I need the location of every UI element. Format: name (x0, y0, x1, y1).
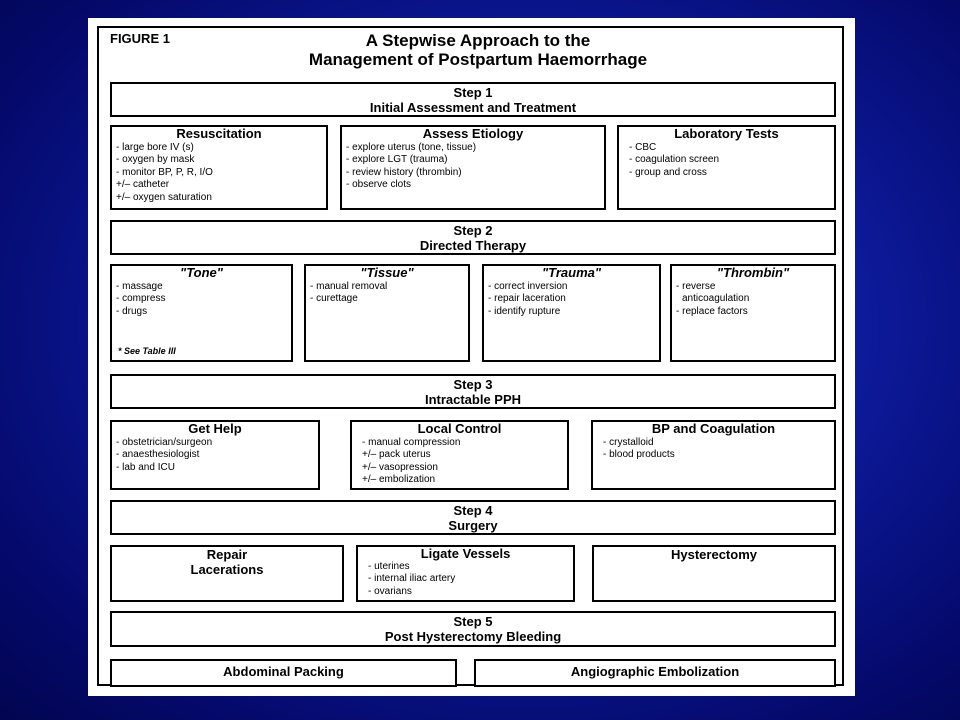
list-item: +/– pack uterus (362, 449, 431, 461)
step-5-title: Post Hysterectomy Bleeding (384, 629, 562, 644)
list-item: - correct inversion (488, 281, 568, 292)
step-4-title: Surgery (448, 518, 498, 533)
see-table-note: * See Table III (118, 346, 176, 356)
ligate-vessels-box (356, 545, 575, 602)
list-item: - explore LGT (trauma) (346, 154, 448, 166)
repair-lacerations-line-1: Repair (206, 547, 248, 562)
list-item: - large bore IV (s) (116, 142, 194, 153)
resuscitation-heading: Resuscitation (176, 126, 262, 141)
tissue-heading: "Tissue" (360, 265, 414, 280)
assess-etiology-box (340, 125, 606, 210)
resuscitation-list (112, 142, 326, 204)
local-control-box (350, 420, 569, 490)
list-item: - oxygen by mask (116, 154, 195, 166)
list-item: - lab and ICU (116, 461, 175, 473)
step-1-box (110, 82, 836, 117)
list-item: +/– catheter (116, 179, 170, 191)
hysterectomy-box (592, 545, 836, 602)
list-item: - identify rupture (488, 305, 561, 317)
resuscitation-box (110, 125, 328, 210)
list-item: +/– vasopression (362, 461, 438, 473)
local-control-list (352, 437, 567, 487)
bp-coagulation-heading: BP and Coagulation (651, 421, 776, 436)
step-1-label: Step 1 (453, 85, 493, 100)
step-2-box (110, 220, 836, 255)
assess-etiology-heading: Assess Etiology (422, 126, 524, 141)
laboratory-tests-list (619, 142, 834, 179)
step-4-box (110, 500, 836, 535)
title-line-1: A Stepwise Approach to the (365, 31, 591, 50)
list-item: - ovarians (368, 585, 412, 597)
list-item: - review history (thrombin) (346, 166, 462, 178)
list-item: - curettage (310, 293, 358, 305)
laboratory-tests-heading: Laboratory Tests (674, 126, 779, 141)
list-item: anticoagulation (682, 293, 750, 305)
step-3-title: Intractable PPH (424, 392, 522, 407)
tone-list (112, 281, 291, 318)
list-item: - massage (116, 281, 163, 292)
get-help-list (112, 437, 318, 474)
ligate-vessels-list (358, 561, 573, 598)
list-item: - explore uterus (tone, tissue) (346, 142, 477, 153)
figure-panel (88, 18, 855, 696)
figure-title (148, 31, 808, 69)
repair-lacerations-line-2: Lacerations (190, 562, 264, 577)
abdominal-packing-heading: Abdominal Packing (223, 664, 344, 679)
list-item: - reverse (676, 281, 716, 292)
list-item: - group and cross (629, 166, 707, 178)
step-3-label: Step 3 (453, 377, 493, 392)
trauma-box (482, 264, 661, 362)
assess-etiology-list (342, 142, 604, 192)
step-5-box (110, 611, 836, 647)
list-item: - monitor BP, P, R, I/O (116, 166, 213, 178)
list-item: - crystalloid (603, 437, 654, 448)
trauma-heading: "Trauma" (541, 265, 602, 280)
angiographic-embolization-heading: Angiographic Embolization (570, 664, 740, 679)
list-item: - uterines (368, 561, 410, 572)
list-item: - anaesthesiologist (116, 449, 200, 461)
local-control-heading: Local Control (417, 421, 502, 436)
thrombin-heading: "Thrombin" (716, 265, 790, 280)
step-2-title: Directed Therapy (419, 238, 527, 253)
repair-lacerations-box (110, 545, 344, 602)
get-help-box (110, 420, 320, 490)
list-item: - repair laceration (488, 293, 566, 305)
list-item: - coagulation screen (629, 154, 720, 166)
bp-coagulation-box (591, 420, 836, 490)
list-item: - drugs (116, 305, 148, 317)
step-2-label: Step 2 (453, 223, 493, 238)
list-item: - blood products (603, 449, 675, 461)
hysterectomy-heading: Hysterectomy (671, 547, 757, 562)
list-item: - compress (116, 293, 166, 305)
ligate-vessels-heading: Ligate Vessels (420, 546, 511, 561)
list-item: - internal iliac artery (368, 573, 456, 585)
list-item: - observe clots (346, 179, 412, 191)
step-5-label: Step 5 (453, 614, 493, 629)
step-3-box (110, 374, 836, 409)
list-item: - manual compression (362, 437, 461, 448)
list-item: - manual removal (310, 281, 388, 292)
trauma-list (484, 281, 659, 318)
title-line-2: Management of Postpartum Haemorrhage (308, 50, 648, 69)
abdominal-packing-box (110, 659, 457, 687)
figure-label: FIGURE 1 (110, 31, 170, 46)
get-help-heading: Get Help (188, 421, 242, 436)
step-4-label: Step 4 (453, 503, 493, 518)
list-item: - obstetrician/surgeon (116, 437, 213, 448)
tissue-list (306, 281, 468, 306)
step-1-title: Initial Assessment and Treatment (369, 100, 577, 115)
laboratory-tests-box (617, 125, 836, 210)
bp-coagulation-list (593, 437, 834, 462)
list-item: - CBC (629, 142, 657, 153)
list-item: +/– embolization (362, 474, 436, 486)
list-item: +/– oxygen saturation (116, 191, 212, 203)
tone-box (110, 264, 293, 362)
tone-heading: "Tone" (180, 265, 223, 280)
angiographic-embolization-box (474, 659, 836, 687)
tissue-box (304, 264, 470, 362)
repair-lacerations-heading (112, 547, 342, 577)
thrombin-box (670, 264, 836, 362)
list-item: - replace factors (676, 305, 748, 317)
thrombin-list (672, 281, 834, 318)
